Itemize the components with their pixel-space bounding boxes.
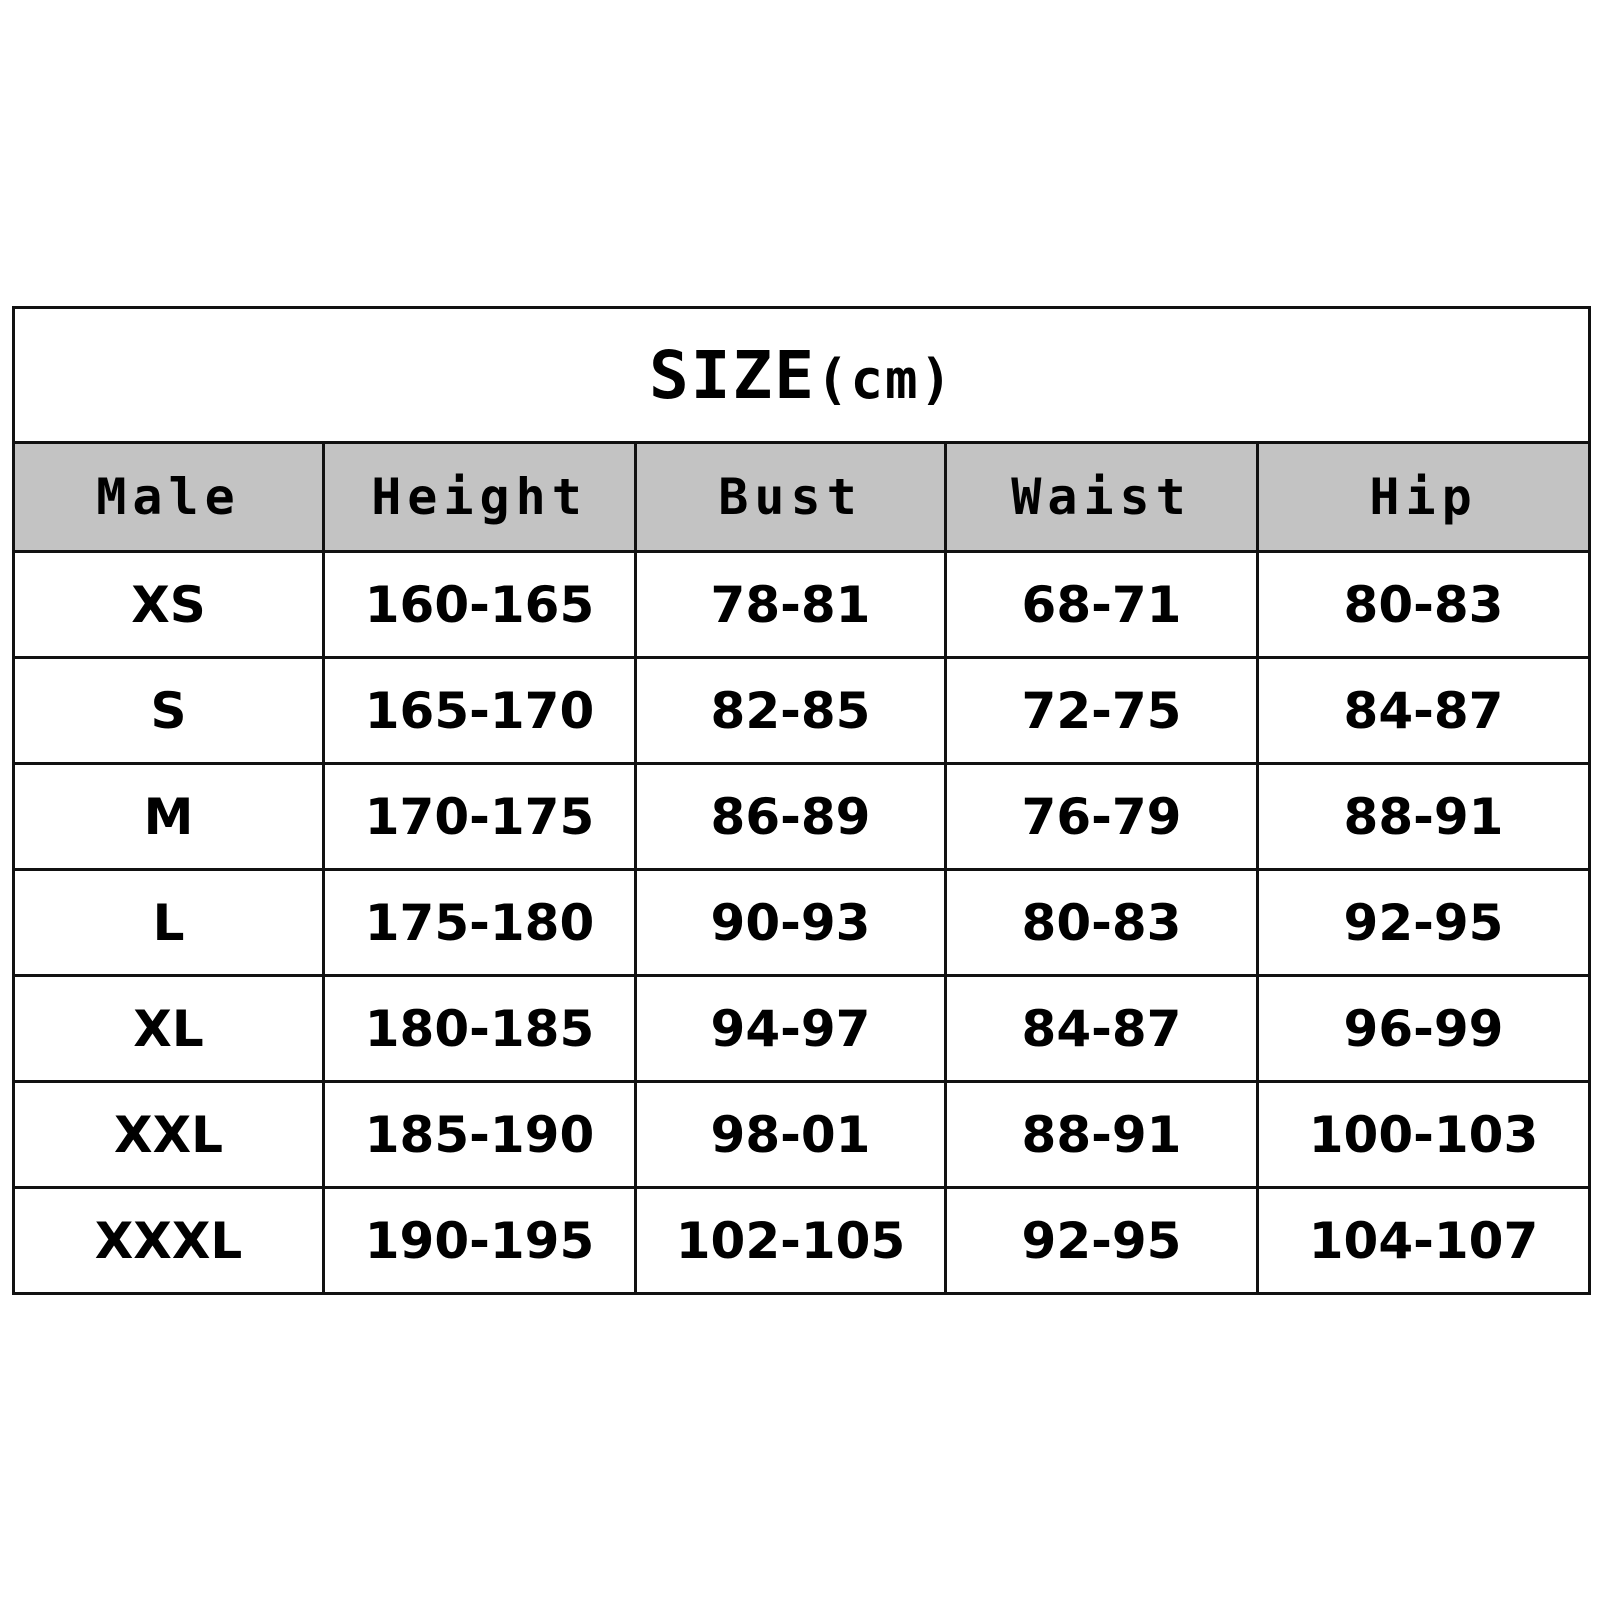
cell-size: M [14, 764, 324, 870]
cell-hip: 80-83 [1258, 552, 1590, 658]
cell-waist: 88-91 [946, 1082, 1258, 1188]
cell-waist: 72-75 [946, 658, 1258, 764]
table-row [14, 870, 1590, 976]
cell-bust: 94-97 [636, 976, 946, 1082]
cell-size: XXXL [14, 1188, 324, 1294]
column-header-hip: Hip [1258, 443, 1590, 552]
cell-height: 175-180 [324, 870, 636, 976]
cell-hip: 100-103 [1258, 1082, 1590, 1188]
cell-height: 170-175 [324, 764, 636, 870]
cell-waist: 68-71 [946, 552, 1258, 658]
cell-bust: 102-105 [636, 1188, 946, 1294]
cell-hip: 84-87 [1258, 658, 1590, 764]
title-unit: (cm) [815, 347, 955, 411]
page-title [14, 308, 1590, 443]
table-row [14, 552, 1590, 658]
size-chart-table [12, 306, 1591, 1295]
cell-hip: 104-107 [1258, 1188, 1590, 1294]
column-header-bust: Bust [636, 443, 946, 552]
cell-size: XXL [14, 1082, 324, 1188]
table-header-row [14, 443, 1590, 552]
cell-size: S [14, 658, 324, 764]
cell-hip: 96-99 [1258, 976, 1590, 1082]
cell-bust: 98-01 [636, 1082, 946, 1188]
cell-height: 180-185 [324, 976, 636, 1082]
cell-height: 160-165 [324, 552, 636, 658]
cell-waist: 92-95 [946, 1188, 1258, 1294]
table-row [14, 658, 1590, 764]
cell-bust: 78-81 [636, 552, 946, 658]
table-row [14, 976, 1590, 1082]
column-header-male: Male [14, 443, 324, 552]
size-table-container [12, 306, 1588, 1295]
cell-hip: 92-95 [1258, 870, 1590, 976]
cell-bust: 82-85 [636, 658, 946, 764]
cell-waist: 76-79 [946, 764, 1258, 870]
cell-size: XL [14, 976, 324, 1082]
cell-height: 190-195 [324, 1188, 636, 1294]
cell-bust: 90-93 [636, 870, 946, 976]
cell-height: 165-170 [324, 658, 636, 764]
column-header-height: Height [324, 443, 636, 552]
cell-waist: 80-83 [946, 870, 1258, 976]
table-row [14, 1082, 1590, 1188]
title-text: SIZE [649, 336, 816, 414]
cell-height: 185-190 [324, 1082, 636, 1188]
cell-size: XS [14, 552, 324, 658]
cell-size: L [14, 870, 324, 976]
cell-hip: 88-91 [1258, 764, 1590, 870]
column-header-waist: Waist [946, 443, 1258, 552]
cell-waist: 84-87 [946, 976, 1258, 1082]
table-title-row [14, 308, 1590, 443]
table-row [14, 1188, 1590, 1294]
table-row [14, 764, 1590, 870]
cell-bust: 86-89 [636, 764, 946, 870]
